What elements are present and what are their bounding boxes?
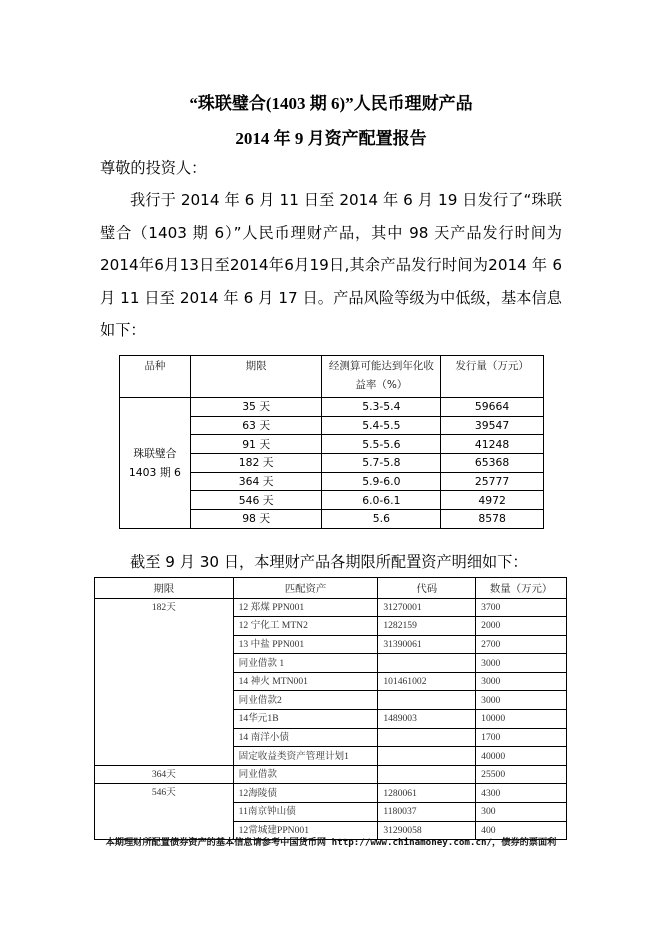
cell-code [378,691,476,710]
cell-code: 101461002 [378,672,476,691]
cell-yield: 6.0-6.1 [322,491,441,510]
cell-term: 35 天 [190,398,322,417]
product-info-table [119,355,544,529]
table-row [95,784,567,803]
cell-variety: 珠联璧合 1403 期 6 [120,398,191,529]
cell-quantity: 3700 [476,598,567,617]
report-subtitle: 2014 年 9 月资产配置报告 [235,129,427,148]
salutation: 尊敬的投资人： [100,159,207,177]
header-code: 代码 [378,578,476,599]
cell-quantity: 2700 [476,635,567,654]
header-term: 期限 [95,578,234,599]
allocation-intro: 截至 9 月 30 日，本理财产品各期限所配置资产明细如下： [130,553,528,571]
cell-yield: 5.3-5.4 [322,398,441,417]
cell-amount: 65368 [441,454,544,473]
intro-paragraph: 我行于 2014 年 6 月 11 日至 2014 年 6 月 19 日发行了“珠联璧合（1403 期 6）”人民币理财产品，其中 98 天产品发行时间为 2014年6月13日至2014年6月19日,其余产品发行时间为2014 年 6 月 11 日至 2014 年 6 月 17 日。产品风险等级为中低级，基本信息如下： [100,191,562,339]
cell-quantity: 4300 [476,784,567,803]
cell-asset: 14华元1B [233,710,378,729]
cell-amount: 8578 [441,510,544,529]
header-amount: 发行量（万元） [441,356,544,398]
table-row [95,598,567,617]
cell-code: 31290058 [378,821,476,840]
cell-asset: 同业借款 [233,765,378,784]
cell-term: 182天 [95,598,234,765]
cell-yield: 5.4-5.5 [322,416,441,435]
header-variety: 品种 [120,356,191,398]
cell-asset: 12 郑煤 PPN001 [233,598,378,617]
cell-asset: 11南京钟山债 [233,803,378,822]
cell-term: 182 天 [190,454,322,473]
header-yield: 经测算可能达到年化收益率（%） [322,356,441,398]
asset-allocation-table [94,577,567,840]
header-term: 期限 [190,356,322,398]
cell-quantity: 10000 [476,710,567,729]
cell-asset: 13 中盐 PPN001 [233,635,378,654]
cell-term: 364 天 [190,472,322,491]
cell-term: 546 天 [190,491,322,510]
cell-asset: 12海陵债 [233,784,378,803]
cell-amount: 4972 [441,491,544,510]
cell-asset: 14 南洋小债 [233,728,378,747]
table-row [120,398,544,417]
cell-asset: 同业借款 1 [233,654,378,673]
cell-yield: 5.9-6.0 [322,472,441,491]
cell-asset: 同业借款2 [233,691,378,710]
cell-term: 91 天 [190,435,322,454]
cell-asset: 固定收益类资产管理计划1 [233,747,378,766]
cell-term: 98 天 [190,510,322,529]
cell-code: 31270001 [378,598,476,617]
cell-amount: 59664 [441,398,544,417]
cell-quantity: 25500 [476,765,567,784]
header-asset: 匹配资产 [233,578,378,599]
cell-asset: 12常城建PPN001 [233,821,378,840]
cell-yield: 5.5-5.6 [322,435,441,454]
cell-quantity: 40000 [476,747,567,766]
cell-amount: 41248 [441,435,544,454]
cell-term: 546天 [95,784,234,840]
table-header-row [95,578,567,599]
cell-quantity: 3000 [476,672,567,691]
cell-code: 1489003 [378,710,476,729]
cell-quantity: 2000 [476,617,567,636]
cell-term: 63 天 [190,416,322,435]
cell-code: 31390061 [378,635,476,654]
cell-amount: 25777 [441,472,544,491]
cell-code [378,747,476,766]
footnote: 本期理财所配置债券资产的基本信息请参考中国货币网 http://www.chinamoney.com.cn/，债券的票面利 [105,837,557,848]
cell-code [378,728,476,747]
cell-code: 1180037 [378,803,476,822]
cell-asset: 14 神火 MTN001 [233,672,378,691]
cell-quantity: 300 [476,803,567,822]
header-quantity: 数量（万元） [476,578,567,599]
cell-amount: 39547 [441,416,544,435]
cell-quantity: 400 [476,821,567,840]
cell-term: 364天 [95,765,234,784]
cell-yield: 5.6 [322,510,441,529]
cell-yield: 5.7-5.8 [322,454,441,473]
report-title: “珠联璧合(1403 期 6)”人民币理财产品 [189,94,473,113]
cell-code: 1280061 [378,784,476,803]
cell-code: 1282159 [378,617,476,636]
cell-quantity: 1700 [476,728,567,747]
cell-code [378,765,476,784]
table-header-row [120,356,544,398]
cell-code [378,654,476,673]
cell-quantity: 3000 [476,654,567,673]
cell-quantity: 3000 [476,691,567,710]
cell-asset: 12 宁化工 MTN2 [233,617,378,636]
table-row [95,765,567,784]
